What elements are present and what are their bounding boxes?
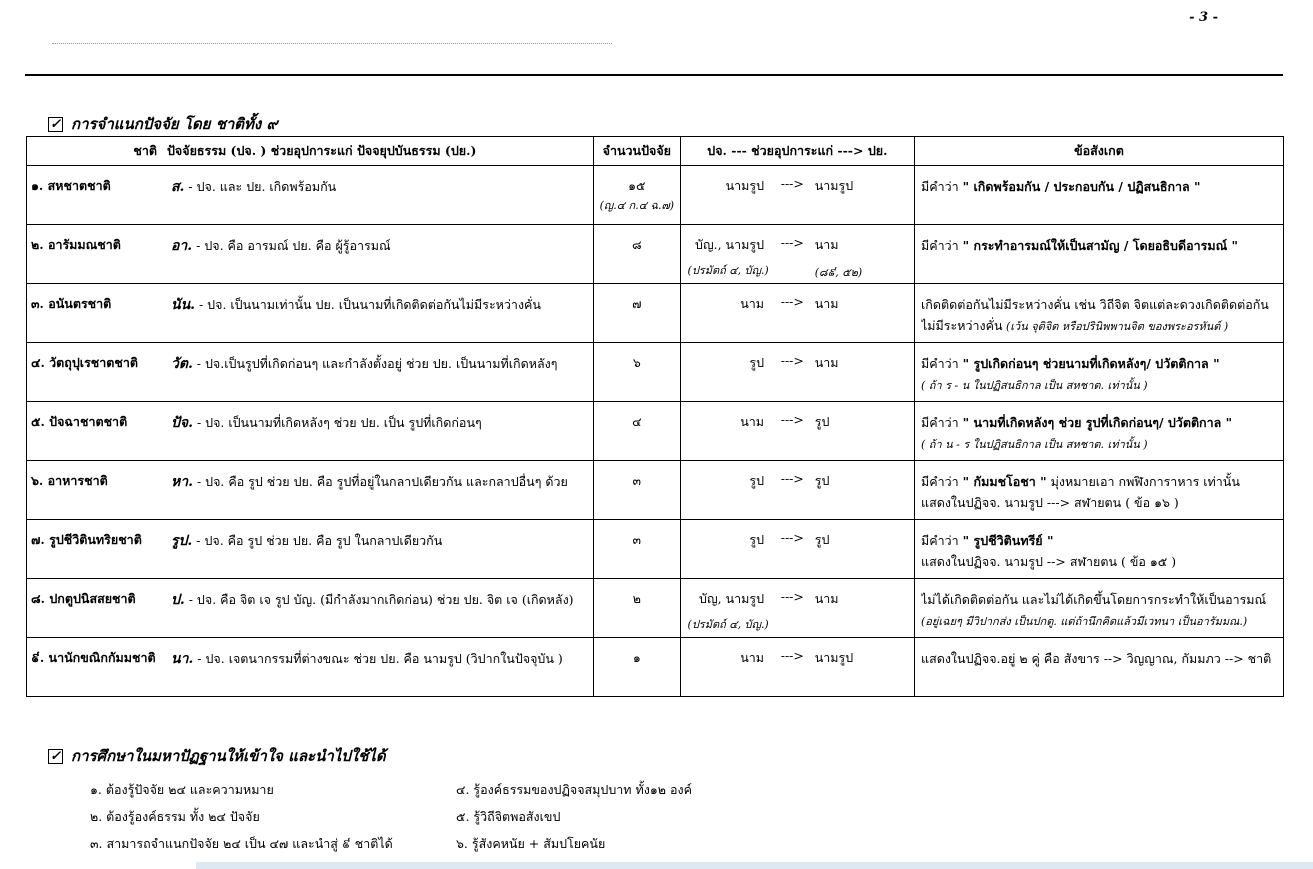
relation-to: นาม [814, 355, 839, 370]
cell-note [915, 579, 1284, 638]
checkbox-icon: ✓ [48, 117, 63, 132]
count-value: ๔ [632, 414, 642, 429]
note-pre: ไม่ได้เกิดติดต่อกัน และไม่ได้เกิดขึ้นโดยการกระทำให้เป็นอารมณ์ [921, 592, 1267, 607]
jati-abbr: นา. [171, 651, 194, 667]
jati-name: ๔. วัตถุปุเรชาตชาติ [31, 355, 139, 370]
note-pre: เกิดติดต่อกันไม่มีระหว่างคั่น เช่น วิถีจิต จิตแต่ละดวงเกิดติดต่อกัน [921, 297, 1269, 312]
table-row [27, 520, 1284, 579]
note-line-1 [921, 471, 1279, 492]
count-value: ๘ [632, 237, 642, 252]
cell-relation [680, 402, 914, 461]
arrow-icon: ---> [780, 176, 804, 191]
arrow-icon: ---> [780, 353, 804, 368]
table-row [27, 284, 1284, 343]
count-value: ๗ [632, 296, 642, 311]
study-item: ๖. รู้สังคหนัย + สัมปโยคนัย [456, 836, 606, 851]
jati-desc-text: - ปจ. เป็นนามเท่านั้น ปย. เป็นนามที่เกิดติดต่อกันไม่มีระหว่างคั่น [195, 297, 541, 312]
note-line-2 [921, 433, 1279, 455]
section-title-text: การศึกษาในมหาปัฏฐานให้เข้าใจ และนำไปใช้ได้ [71, 747, 386, 765]
jati-desc [171, 353, 593, 375]
header-rule [25, 74, 1283, 76]
table-row [27, 579, 1284, 638]
cell-count [593, 166, 680, 225]
relation-from: นาม [740, 296, 765, 311]
note-pre: มีคำว่า [921, 238, 963, 253]
jati-desc [171, 589, 593, 611]
cell-relation [680, 461, 914, 520]
jati-desc-text: - ปจ. และ ปย. เกิดพร้อมกัน [184, 179, 337, 194]
cell-note [915, 402, 1284, 461]
note-pre: มีคำว่า [921, 415, 963, 430]
count-value: ๓ [632, 532, 642, 547]
table-row [27, 402, 1284, 461]
note-line-1 [921, 353, 1279, 374]
dotted-divider [52, 43, 612, 44]
header-jati: ชาติ [133, 143, 157, 158]
table-row [27, 343, 1284, 402]
relation-from: รูป [749, 355, 765, 370]
cell-relation [680, 343, 914, 402]
arrow-icon: ---> [780, 412, 804, 427]
note-pre: มีคำว่า [921, 179, 963, 194]
note-bold: " กัมมชโอชา " [962, 474, 1047, 489]
note-bold: " เกิดพร้อมกัน / ประกอบกัน / ปฏิสนธิกาล " [962, 179, 1201, 194]
study-list-right [456, 776, 692, 857]
jati-desc-text: - ปจ. เป็นนามที่เกิดหลังๆ ช่วย ปย. เป็น รูปที่เกิดก่อนๆ [192, 415, 482, 430]
count-value: ๓ [632, 473, 642, 488]
jati-desc [171, 235, 593, 257]
relation-to: นามรูป [814, 650, 854, 665]
jati-name: ๘. ปกตูปนิสสยชาติ [31, 591, 136, 606]
count-ref: (ญ.๔ ก.๔ ฉ.๗) [599, 199, 675, 212]
count-value: ๑๕ [628, 178, 646, 193]
jati-desc [171, 412, 593, 434]
arrow-icon: ---> [780, 471, 804, 486]
relation-from: บัญ., นามรูป [695, 237, 765, 252]
note-line-1 [921, 294, 1279, 315]
note-line-1 [921, 235, 1279, 256]
relation-from-note: (ปรมัตถ์ ๔, บัญ.) [687, 264, 769, 277]
cell-count [593, 225, 680, 284]
study-item: ๑. ต้องรู้ปัจจัย ๒๔ และความหมาย [90, 782, 274, 797]
note-line-2 [921, 492, 1279, 514]
relation-to-note: (๘៩, ๕๒) [814, 266, 863, 279]
section-title-text: การจำแนกปัจจัย โดย ชาติทั้ง ๙ [71, 115, 278, 133]
study-item: ๓. สามารถจำแนกปัจจัย ๒๔ เป็น ๔๗ และนำสู่ ៩ ชาติได้ [90, 836, 393, 851]
study-item: ๔. รู้องค์ธรรมของปฏิจจสมุปบาท ทั้ง๑๒ องค์ [456, 782, 692, 797]
note-line2-italic: ( ถ้า น - ร ในปฏิสนธิกาล เป็น สหชาต. เท่านั้น ) [921, 438, 1148, 451]
note-line2-text: ไม่มีระหว่างคั่น [921, 318, 1003, 333]
jati-abbr: รูป. [171, 533, 193, 549]
jati-desc-text: - ปจ. คือ รูป ช่วย ปย. คือ รูป ในกลาปเดียวกัน [192, 533, 443, 548]
study-list-left [90, 776, 393, 857]
relation-from: นาม [740, 414, 765, 429]
relation-to: รูป [814, 473, 830, 488]
jati-abbr: นัน. [171, 297, 196, 313]
arrow-icon: ---> [780, 530, 804, 545]
note-pre: มีคำว่า [921, 474, 963, 489]
relation-from-note: (ปรมัตถ์ ๔, บัญ.) [687, 618, 769, 631]
relation-to: นามรูป [814, 178, 854, 193]
bottom-band [196, 862, 1313, 869]
cell-count [593, 343, 680, 402]
jati-desc-text: - ปจ. คือ รูป ช่วย ปย. คือ รูปที่อยู่ในกลาปเดียวกัน และกลาปอื่นๆ ด้วย [192, 474, 568, 489]
cell-note [915, 166, 1284, 225]
jati-desc [171, 176, 593, 198]
jati-name: ๖. อาหารชาติ [31, 473, 108, 488]
cell-relation [680, 520, 914, 579]
arrow-icon: ---> [780, 235, 804, 250]
cell-relation [680, 638, 914, 697]
note-pre: มีคำว่า [921, 356, 963, 371]
jati-abbr: อา. [171, 238, 193, 254]
jati-table [26, 136, 1284, 697]
cell-relation [680, 166, 914, 225]
note-line-2 [921, 551, 1279, 573]
relation-to: นาม [814, 237, 839, 252]
note-line-1 [921, 530, 1279, 551]
jati-desc [171, 294, 593, 316]
jati-desc [171, 648, 593, 670]
note-bold: " กระทำอารมณ์ให้เป็นสามัญ / โดยอธิบดีอารมณ์ " [962, 238, 1239, 253]
note-line-1 [921, 412, 1279, 433]
header-jati-dhamma [27, 137, 594, 166]
header-relation: ปจ. --- ช่วยอุปการะแก่ ---> ปย. [680, 137, 914, 166]
table-row [27, 461, 1284, 520]
header-dhamma: ปัจจัยธรรม (ปจ. ) ช่วยอุปการะแก่ ปัจจยุปบันธรรม (ปย.) [167, 143, 477, 158]
count-value: ๑ [632, 650, 641, 665]
jati-abbr: วัต. [171, 356, 193, 372]
note-line-1 [921, 176, 1279, 197]
cell-jati [27, 461, 594, 520]
cell-jati [27, 579, 594, 638]
arrow-icon: ---> [780, 294, 804, 309]
cell-note [915, 284, 1284, 343]
note-line-1 [921, 589, 1279, 610]
jati-name: ๓. อนันตรชาติ [31, 296, 112, 311]
cell-count [593, 461, 680, 520]
relation-from: รูป [749, 473, 765, 488]
cell-relation [680, 225, 914, 284]
relation-to: รูป [814, 414, 830, 429]
cell-note [915, 343, 1284, 402]
relation-to: รูป [814, 532, 830, 547]
jati-desc [171, 530, 593, 552]
cell-note [915, 461, 1284, 520]
note-line-1 [921, 648, 1279, 669]
note-line-2 [921, 315, 1279, 337]
note-line2-text: แสดงในปฏิจจ. นามรูป ---> สฬายตน ( ข้อ ๑๖ ) [921, 495, 1179, 510]
jati-desc-text: - ปจ. คือ อารมณ์ ปย. คือ ผู้รู้อารมณ์ [192, 238, 391, 253]
jati-name: ๒. อารัมมณชาติ [31, 237, 121, 252]
cell-jati [27, 284, 594, 343]
note-line2-italic: ( ถ้า ร - น ในปฏิสนธิกาล เป็น สหชาต. เท่านั้น ) [921, 379, 1148, 392]
cell-relation [680, 579, 914, 638]
count-value: ๒ [632, 591, 641, 606]
note-bold: " รูปชีวิตินทรีย์ " [962, 533, 1054, 548]
cell-note [915, 638, 1284, 697]
study-item: ๒. ต้องรู้องค์ธรรม ทั้ง ๒๔ ปัจจัย [90, 809, 260, 824]
cell-jati [27, 638, 594, 697]
cell-jati [27, 225, 594, 284]
page-number: - 3 - [1189, 10, 1218, 25]
jati-desc-text: - ปจ. เจตนากรรมที่ต่างขณะ ช่วย ปย. คือ นามรูป (วิปากในปัจจุบัน ) [193, 651, 563, 666]
jati-name: ๗. รูปชีวิตินทริยชาติ [31, 532, 142, 547]
relation-from: รูป [749, 532, 765, 547]
cell-note [915, 520, 1284, 579]
note-pre: มีคำว่า [921, 533, 963, 548]
table-row [27, 225, 1284, 284]
note-bold: " รูปเกิดก่อนๆ ช่วยนามที่เกิดหลังๆ/ ปวัตติกาล " [962, 356, 1220, 371]
relation-to: นาม [814, 591, 839, 606]
header-note: ข้อสังเกต [915, 137, 1284, 166]
checkbox-icon: ✓ [48, 749, 63, 764]
jati-abbr: ป. [171, 592, 185, 608]
jati-abbr: ปัจ. [171, 415, 193, 431]
table-row [27, 638, 1284, 697]
note-line-2 [921, 610, 1279, 632]
table-header-row [27, 137, 1284, 166]
relation-from: บัญ, นามรูป [699, 591, 765, 606]
section-title-classification [48, 112, 277, 136]
jati-name: ๕. ปัจฉาชาตชาติ [31, 414, 128, 429]
cell-jati [27, 166, 594, 225]
jati-name: ៩. นานักขณิกกัมมชาติ [31, 650, 156, 665]
jati-desc-text: - ปจ. คือ จิต เจ รูป บัญ. (มีกำลังมากเกิดก่อน) ช่วย ปย. จิต เจ (เกิดหลัง) [184, 592, 574, 607]
jati-abbr: หา. [171, 474, 193, 490]
count-value: ๖ [632, 355, 641, 370]
note-post: มุ่งหมายเอา กพฬิงการาหาร เท่านั้น [1046, 474, 1240, 489]
cell-jati [27, 402, 594, 461]
cell-count [593, 520, 680, 579]
cell-count [593, 402, 680, 461]
cell-jati [27, 520, 594, 579]
header-count: จำนวนปัจจัย [593, 137, 680, 166]
arrow-icon: ---> [780, 648, 804, 663]
arrow-icon: ---> [780, 589, 804, 604]
cell-relation [680, 284, 914, 343]
cell-count [593, 284, 680, 343]
section-title-study [48, 744, 386, 768]
note-line2-italic: (เว้น จุติจิต หรือปรินิพพานจิต ของพระอรหันต์ ) [1002, 320, 1229, 333]
note-line2-italic: (อยู่เฉยๆ มีวิปากส่ง เป็นปกตู. แต่ถ้านึกคิดแล้วมีเวทนา เป็นอารัมมณ.) [921, 615, 1248, 628]
jati-desc-text: - ปจ.เป็นรูปที่เกิดก่อนๆ และกำลังตั้งอยู่ ช่วย ปย. เป็นนามที่เกิดหลังๆ [192, 356, 558, 371]
note-bold: " นามที่เกิดหลังๆ ช่วย รูปที่เกิดก่อนๆ/ ปวัตติกาล " [962, 415, 1233, 430]
cell-note [915, 225, 1284, 284]
relation-from: นามรูป [725, 178, 765, 193]
jati-desc [171, 471, 593, 493]
relation-from: นาม [740, 650, 765, 665]
relation-to: นาม [814, 296, 839, 311]
cell-count [593, 638, 680, 697]
note-pre: แสดงในปฏิจจ.อยู่ ๒ คู่ คือ สังขาร --> วิญญาณ, กัมมภว --> ชาติ [921, 651, 1272, 666]
note-line2-text: แสดงในปฏิจจ. นามรูป --> สฬายตน ( ข้อ ๑๕ ) [921, 554, 1177, 569]
table-row [27, 166, 1284, 225]
study-item: ๕. รู้วิถีจิตพอสังเขป [456, 809, 561, 824]
cell-jati [27, 343, 594, 402]
cell-count [593, 579, 680, 638]
note-line-2 [921, 374, 1279, 396]
jati-name: ๑. สหชาตชาติ [31, 178, 111, 193]
jati-abbr: ส. [171, 179, 185, 195]
